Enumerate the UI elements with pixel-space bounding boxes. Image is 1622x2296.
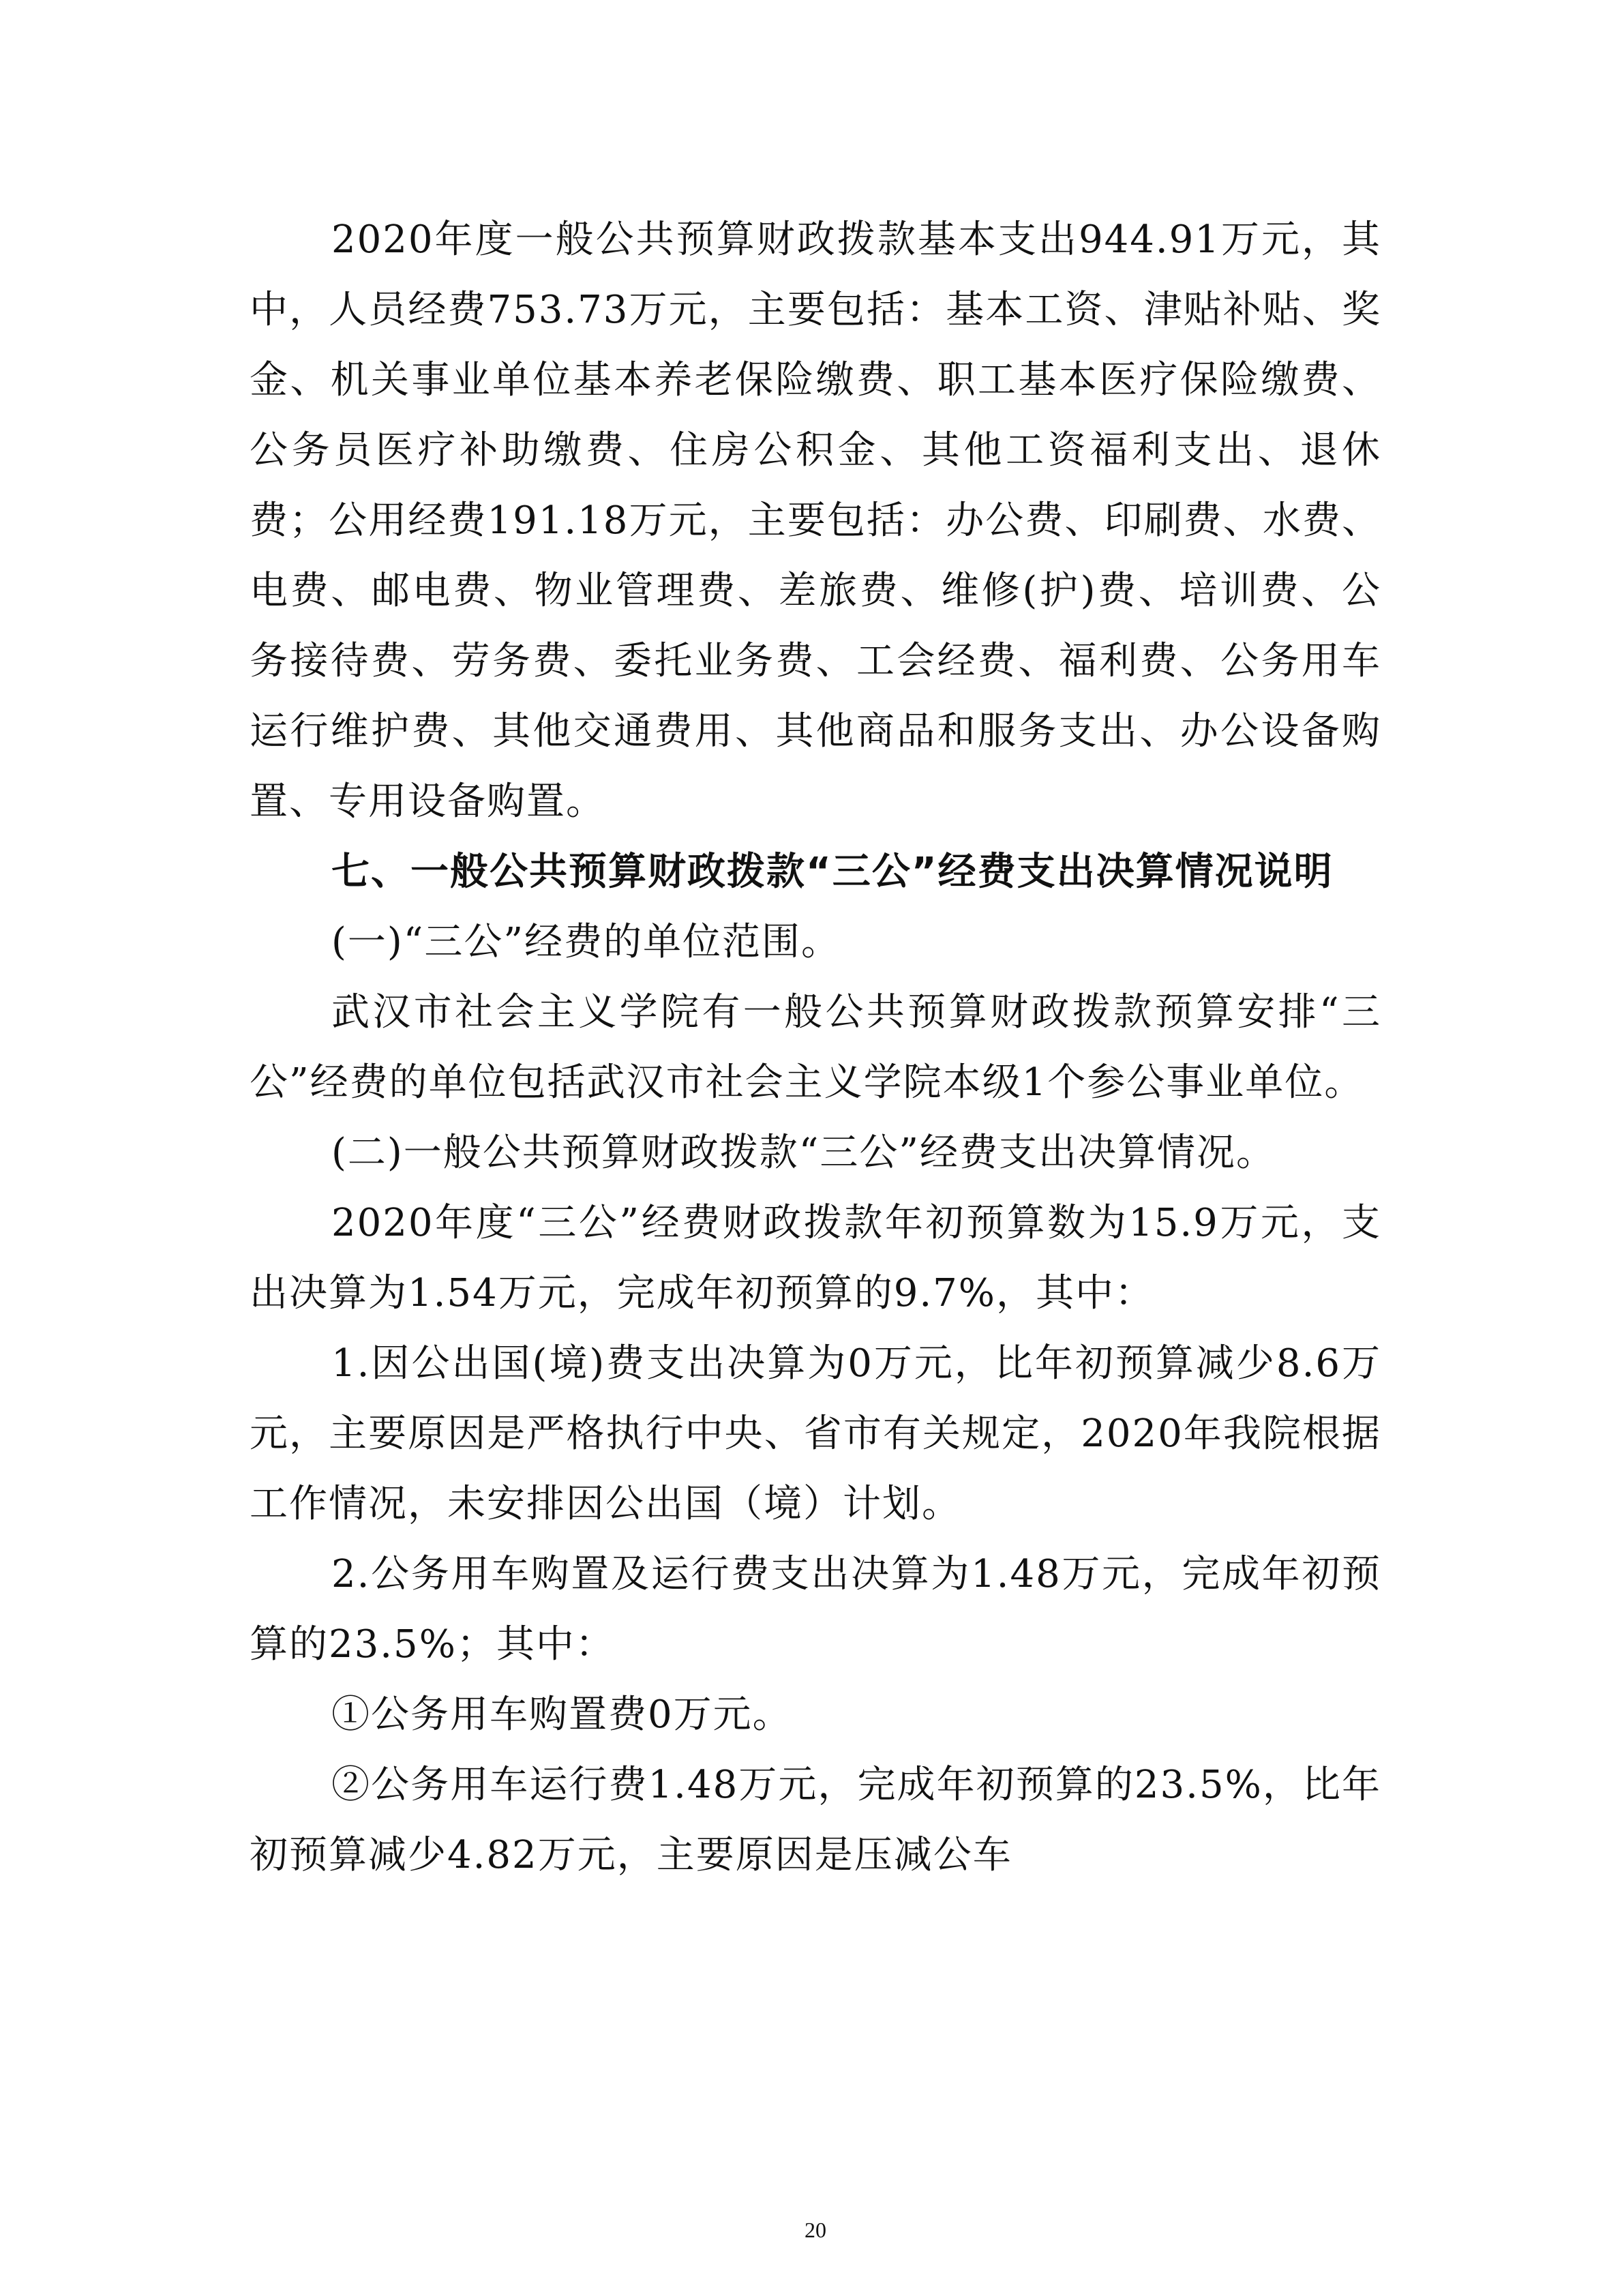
- subsection-2-title: (二)一般公共预算财政拨款“三公”经费支出决算情况。: [331, 1131, 1276, 1175]
- basic-expenditure-paragraph: 2020年度一般公共预算财政拨款基本支出944.91万元，其中，人员经费753.73万元，主要包括：基本工资、津贴补贴、奖金、机关事业单位基本养老保险缴费、职工基本医疗保险缴费、公务员医疗补助缴费、住房公积金、其他工资福利支出、退休费；公用经费191.18万元，主要包括：办公费、印刷费、水费、电费、邮电费、物业管理费、差旅费、维修(护)费、培训费、公务接待费、劳务费、委托业务费、工会经费、福利费、公务用车运行维护费、其他交通费用、其他商品和服务支出、办公设备购置、专用设备购置。: [250, 218, 1381, 824]
- document-page: [250, 0, 1381, 2296]
- subsection-1-title: (一)“三公”经费的单位范围。: [331, 920, 841, 964]
- subsection-2-summary: 2020年度“三公”经费财政拨款年初预算数为15.9万元，支出决算为1.54万元，完成年初预算的9.7%，其中：: [250, 1201, 1381, 1315]
- subsection-1-body: 武汉市社会主义学院有一般公共预算财政拨款预算安排“三公”经费的单位包括武汉市社会主义学院本级1个参公事业单位。: [250, 990, 1381, 1105]
- section-7-heading: 七、一般公共预算财政拨款“三公”经费支出决算情况说明: [331, 850, 1334, 894]
- item-1-overseas-travel: 1.因公出国(境)费支出决算为0万元，比年初预算减少8.6万元，主要原因是严格执行中央、省市有关规定，2020年我院根据工作情况，未安排因公出国（境）计划。: [250, 1341, 1381, 1526]
- page-number: 20: [805, 2218, 826, 2242]
- item-2-official-vehicles: 2.公务用车购置及运行费支出决算为1.48万元，完成年初预算的23.5%；其中：: [250, 1552, 1381, 1667]
- item-2a-vehicle-purchase: ①公务用车购置费0万元。: [331, 1693, 792, 1737]
- item-2b-vehicle-operation: ②公务用车运行费1.48万元，完成年初预算的23.5%，比年初预算减少4.82万元，主要原因是压减公车: [250, 1763, 1381, 1877]
- document-body: [250, 205, 1381, 1890]
